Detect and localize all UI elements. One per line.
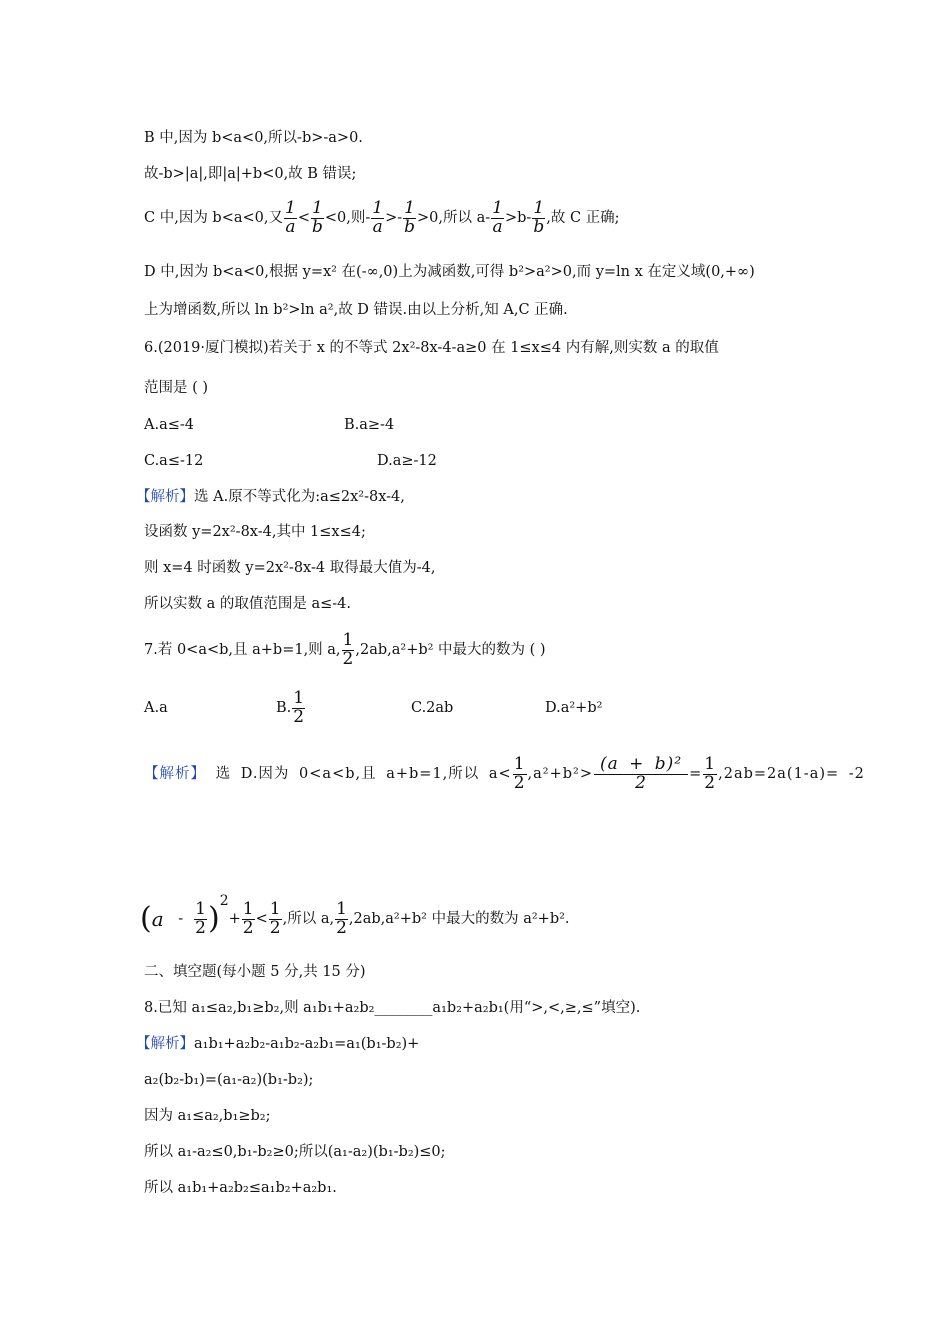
text: >0,所以 a- — [417, 210, 491, 226]
text: ,所以 a, — [282, 911, 335, 927]
solution-8 — [136, 1034, 419, 1054]
text: < — [297, 210, 310, 226]
option-a: A.a — [144, 700, 168, 716]
text-line: 所以 a₁b₁+a₂b₂≤a₁b₂+a₂b₁. — [144, 1180, 337, 1196]
text-line: 所以 a₁-a₂≤0,b₁-b₂≥0;所以(a₁-a₂)(b₁-b₂)≤0; — [144, 1144, 446, 1160]
fraction: $\frac{1}{2}$ — [342, 629, 354, 669]
text: B. — [276, 700, 292, 716]
option-b — [276, 686, 306, 730]
analysis-tag: 【解析】 — [144, 766, 206, 782]
fraction: $\frac{1}{2}$ — [242, 898, 254, 938]
option-d: D.a²+b² — [545, 700, 603, 716]
fraction: $\frac{1}{2}$ — [704, 753, 717, 793]
variable: a — [151, 907, 164, 931]
question-7 — [144, 628, 546, 672]
text: ,故 C 正确; — [546, 210, 620, 226]
analysis-tag: 【解析】 — [136, 489, 194, 505]
fraction: $\frac{1}{2}$ — [336, 898, 347, 938]
paren: ) — [208, 901, 220, 936]
fraction: $\frac{1}{a}$ — [492, 197, 503, 237]
analysis-tag: 【解析】 — [136, 1036, 194, 1052]
paren: ( — [140, 901, 152, 936]
fraction: $\frac{1}{2}$ — [293, 687, 305, 727]
text: 7.若 0<a<b,且 a+b=1,则 a, — [144, 642, 341, 658]
text: < — [255, 911, 268, 927]
text: a₁b₁+a₂b₂-a₁b₂-a₂b₁=a₁(b₁-b₂)+ — [194, 1036, 420, 1052]
text: ,2ab,a²+b² 中最大的数为 ( ) — [355, 642, 546, 658]
fraction: $\frac{1}{a}$ — [372, 197, 384, 237]
text-line: D 中,因为 b<a<0,根据 y=x² 在(-∞,0)上为减函数,可得 b²>a²>0,而 y=ln x 在定义域(0,+∞) — [144, 264, 755, 280]
text-line: 设函数 y=2x²-8x-4,其中 1≤x≤4; — [144, 524, 366, 540]
section-heading: 二、填空题(每小题 5 分,共 15 分) — [144, 964, 366, 980]
text: C 中,因为 b<a<0,又 — [144, 210, 283, 226]
fraction: $\frac{1}{b}$ — [533, 197, 545, 237]
text-line-c — [144, 196, 620, 240]
text-line: B 中,因为 b<a<0,所以-b>-a>0. — [144, 130, 363, 146]
question-8: 8.已知 a₁≤a₂,b₁≥b₂,则 a₁b₁+a₂b₂________a₁b₂+a₂b₁(用“>,<,≥,≤”填空). — [144, 1000, 641, 1016]
fraction: $\frac{\text{(a + b)²}}{2}$ — [594, 756, 688, 793]
text-line: 因为 a₁≤a₂,b₁≥b₂; — [144, 1108, 271, 1124]
option-c: C.a≤-12 — [144, 453, 204, 469]
fraction: $\frac{1}{2}$ — [195, 898, 206, 938]
text: >- — [385, 210, 403, 226]
option-d: D.a≥-12 — [377, 453, 437, 469]
exponent: 2 — [219, 893, 229, 909]
solution-6 — [136, 487, 405, 507]
fraction: $\frac{1}{b}$ — [404, 197, 416, 237]
fraction: $\frac{1}{2}$ — [269, 898, 281, 938]
fraction: $\frac{1}{b}$ — [311, 197, 323, 237]
fraction: $\frac{1}{2}$ — [513, 753, 526, 793]
text: - — [178, 911, 184, 927]
text-line: a₂(b₂-b₁)=(a₁-a₂)(b₁-b₂); — [144, 1072, 314, 1088]
text-line: 则 x=4 时函数 y=2x²-8x-4 取得最大值为-4, — [144, 560, 436, 576]
text: = — [689, 766, 703, 782]
fraction: $\frac{1}{a}$ — [284, 197, 296, 237]
text-line: 故-b>|a|,即|a|+b<0,故 B 错误; — [144, 166, 357, 182]
text-line: 所以实数 a 的取值范围是 a≤-4. — [144, 596, 351, 612]
text: ,a²+b²> — [527, 766, 593, 782]
text: ,2ab,a²+b² 中最大的数为 a²+b². — [348, 911, 570, 927]
text-line: 上为增函数,所以 ln b²>ln a²,故 D 错误.由以上分析,知 A,C 正确. — [144, 302, 568, 318]
question-6: 6.(2019·厦门模拟)若关于 x 的不等式 2x²-8x-4-a≥0 在 1≤x≤4 内有解,则实数 a 的取值 — [144, 340, 719, 356]
solution-7-cont — [140, 876, 570, 944]
option-b: B.a≥-4 — [344, 417, 395, 433]
option-a: A.a≤-4 — [144, 417, 194, 433]
text: 选 A.原不等式化为:a≤2x²-8x-4, — [194, 489, 405, 505]
option-c: C.2ab — [411, 700, 454, 716]
question-6-cont: 范围是 ( ) — [144, 380, 209, 396]
text: 选 D.因为 0<a<b,且 a+b=1,所以 a< — [215, 766, 512, 782]
text: >b- — [505, 210, 532, 226]
solution-7 — [144, 752, 865, 796]
text: <0,则- — [324, 210, 371, 226]
text: ,2ab=2a(1-a)= -2 — [718, 766, 865, 782]
text: + — [228, 911, 241, 927]
